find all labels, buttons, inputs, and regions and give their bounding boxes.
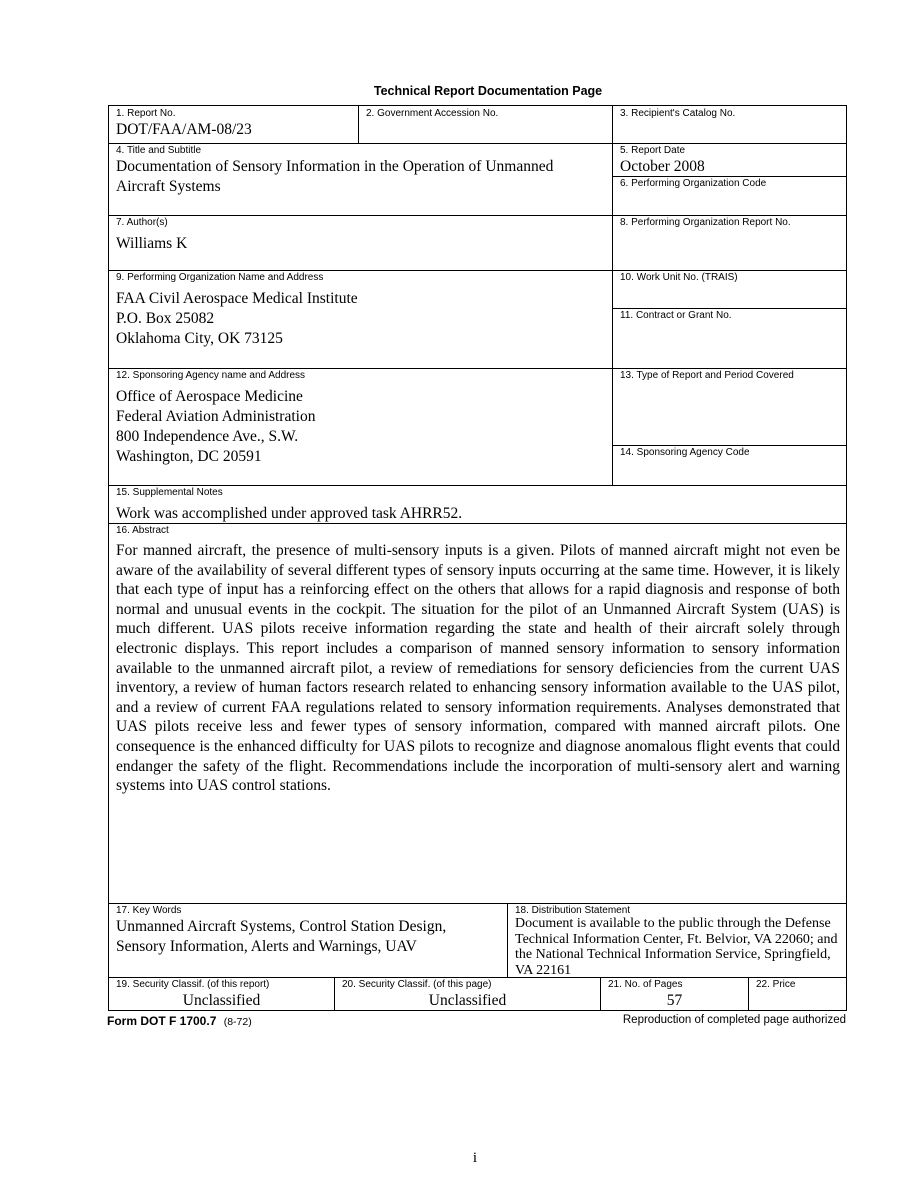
- num-pages-label: 21. No. of Pages: [608, 979, 683, 990]
- work-unit-label: 10. Work Unit No. (TRAIS): [620, 272, 738, 283]
- abstract-text: For manned aircraft, the presence of multi-sensory inputs is a given. Pilots of manned aircraft might not even be aware of the availability of several different types of sensory inputs occurring at the same time. However, it is likely that each type of input has a reinforcing effect on the others that allows for a rapid diagnosis and response of both normal and unusual events in the cockpit. The situation for the pilot of an Unmanned Aircraft System (UAS) is much different. UAS pilots receive information regarding the state and health of their aircraft solely through electronic displays. This report includes a comparison of manned sensory information to sensory information available to the unmanned aircraft pilot, a review of remediations for sensory deficiencies from the current UAS inventory, a review of human factors research related to enhancing sensory information available to the UAS pilot, and a review of current FAA regulations related to sensory information requirements. Analyses demonstrated that UAS pilots receive less and fewer types of sensory information, compared with manned aircraft pilots. One consequence is the enhanced difficulty for UAS pilots to recognize and diagnose anomalous flight events that could endanger the safety of the flight. Recommendations include the incorporation of multi-sensory alert and warning systems into UAS control stations.: [116, 542, 840, 795]
- page-title: Technical Report Documentation Page: [373, 84, 603, 98]
- form-footer-left: [107, 1014, 252, 1028]
- contract-label: 11. Contract or Grant No.: [620, 310, 732, 321]
- title-line-2: Aircraft Systems: [116, 178, 221, 195]
- security-page-value: Unclassified: [428, 992, 507, 1009]
- perf-org-report-no-label: 8. Performing Organization Report No.: [620, 217, 791, 228]
- report-type-label: 13. Type of Report and Period Covered: [620, 370, 794, 381]
- report-no-label: 1. Report No.: [116, 108, 176, 119]
- security-page-label: 20. Security Classif. (of this page): [342, 979, 492, 990]
- key-words-line-2: Sensory Information, Alerts and Warnings, UAV: [116, 938, 417, 955]
- distribution-label: 18. Distribution Statement: [515, 905, 631, 916]
- num-pages-value: 57: [666, 992, 683, 1009]
- supplemental-value: Work was accomplished under approved task AHRR52.: [116, 505, 463, 522]
- supplemental-label: 15. Supplemental Notes: [116, 487, 223, 498]
- report-date-value: October 2008: [620, 158, 705, 175]
- perf-org-name-line-1: FAA Civil Aerospace Medical Institute: [116, 290, 358, 307]
- title-subtitle-label: 4. Title and Subtitle: [116, 145, 202, 156]
- sponsor-name-line-1: Office of Aerospace Medicine: [116, 388, 303, 405]
- report-date-label: 5. Report Date: [620, 145, 686, 156]
- catalog-no-label: 3. Recipient's Catalog No.: [620, 108, 736, 119]
- authors-value: Williams K: [116, 235, 188, 252]
- distribution-value: Document is available to the public through the Defense Technical Information Center, Ft. Belvior, VA 22060; and the National Technical Information Service, Springfield, VA 22161: [515, 916, 838, 978]
- gov-accession-label: 2. Government Accession No.: [366, 108, 499, 119]
- key-words-line-1: Unmanned Aircraft Systems, Control Station Design,: [116, 918, 447, 935]
- form-name: Form DOT F 1700.7: [107, 1014, 217, 1028]
- form-date: (8-72): [223, 1016, 252, 1028]
- sponsor-name-line-2: Federal Aviation Administration: [116, 408, 316, 425]
- security-report-label: 19. Security Classif. (of this report): [116, 979, 270, 990]
- authors-label: 7. Author(s): [116, 217, 168, 228]
- sponsor-name-line-3: 800 Independence Ave., S.W.: [116, 428, 299, 445]
- key-words-label: 17. Key Words: [116, 905, 182, 916]
- sponsor-name-line-4: Washington, DC 20591: [116, 448, 262, 465]
- price-label: 22. Price: [756, 979, 796, 990]
- sponsor-name-label: 12. Sponsoring Agency name and Address: [116, 370, 306, 381]
- abstract-label: 16. Abstract: [116, 525, 169, 536]
- security-report-value: Unclassified: [182, 992, 261, 1009]
- perf-org-code-label: 6. Performing Organization Code: [620, 178, 767, 189]
- sponsor-code-label: 14. Sponsoring Agency Code: [620, 447, 750, 458]
- title-line-1: Documentation of Sensory Information in the Operation of Unmanned: [116, 158, 554, 175]
- reproduction-note: Reproduction of completed page authorized: [622, 1014, 846, 1026]
- report-no-value: DOT/FAA/AM-08/23: [116, 121, 252, 138]
- page-number: i: [472, 1150, 478, 1166]
- perf-org-name-line-2: P.O. Box 25082: [116, 310, 215, 327]
- perf-org-name-label: 9. Performing Organization Name and Address: [116, 272, 324, 283]
- perf-org-name-line-3: Oklahoma City, OK 73125: [116, 330, 283, 347]
